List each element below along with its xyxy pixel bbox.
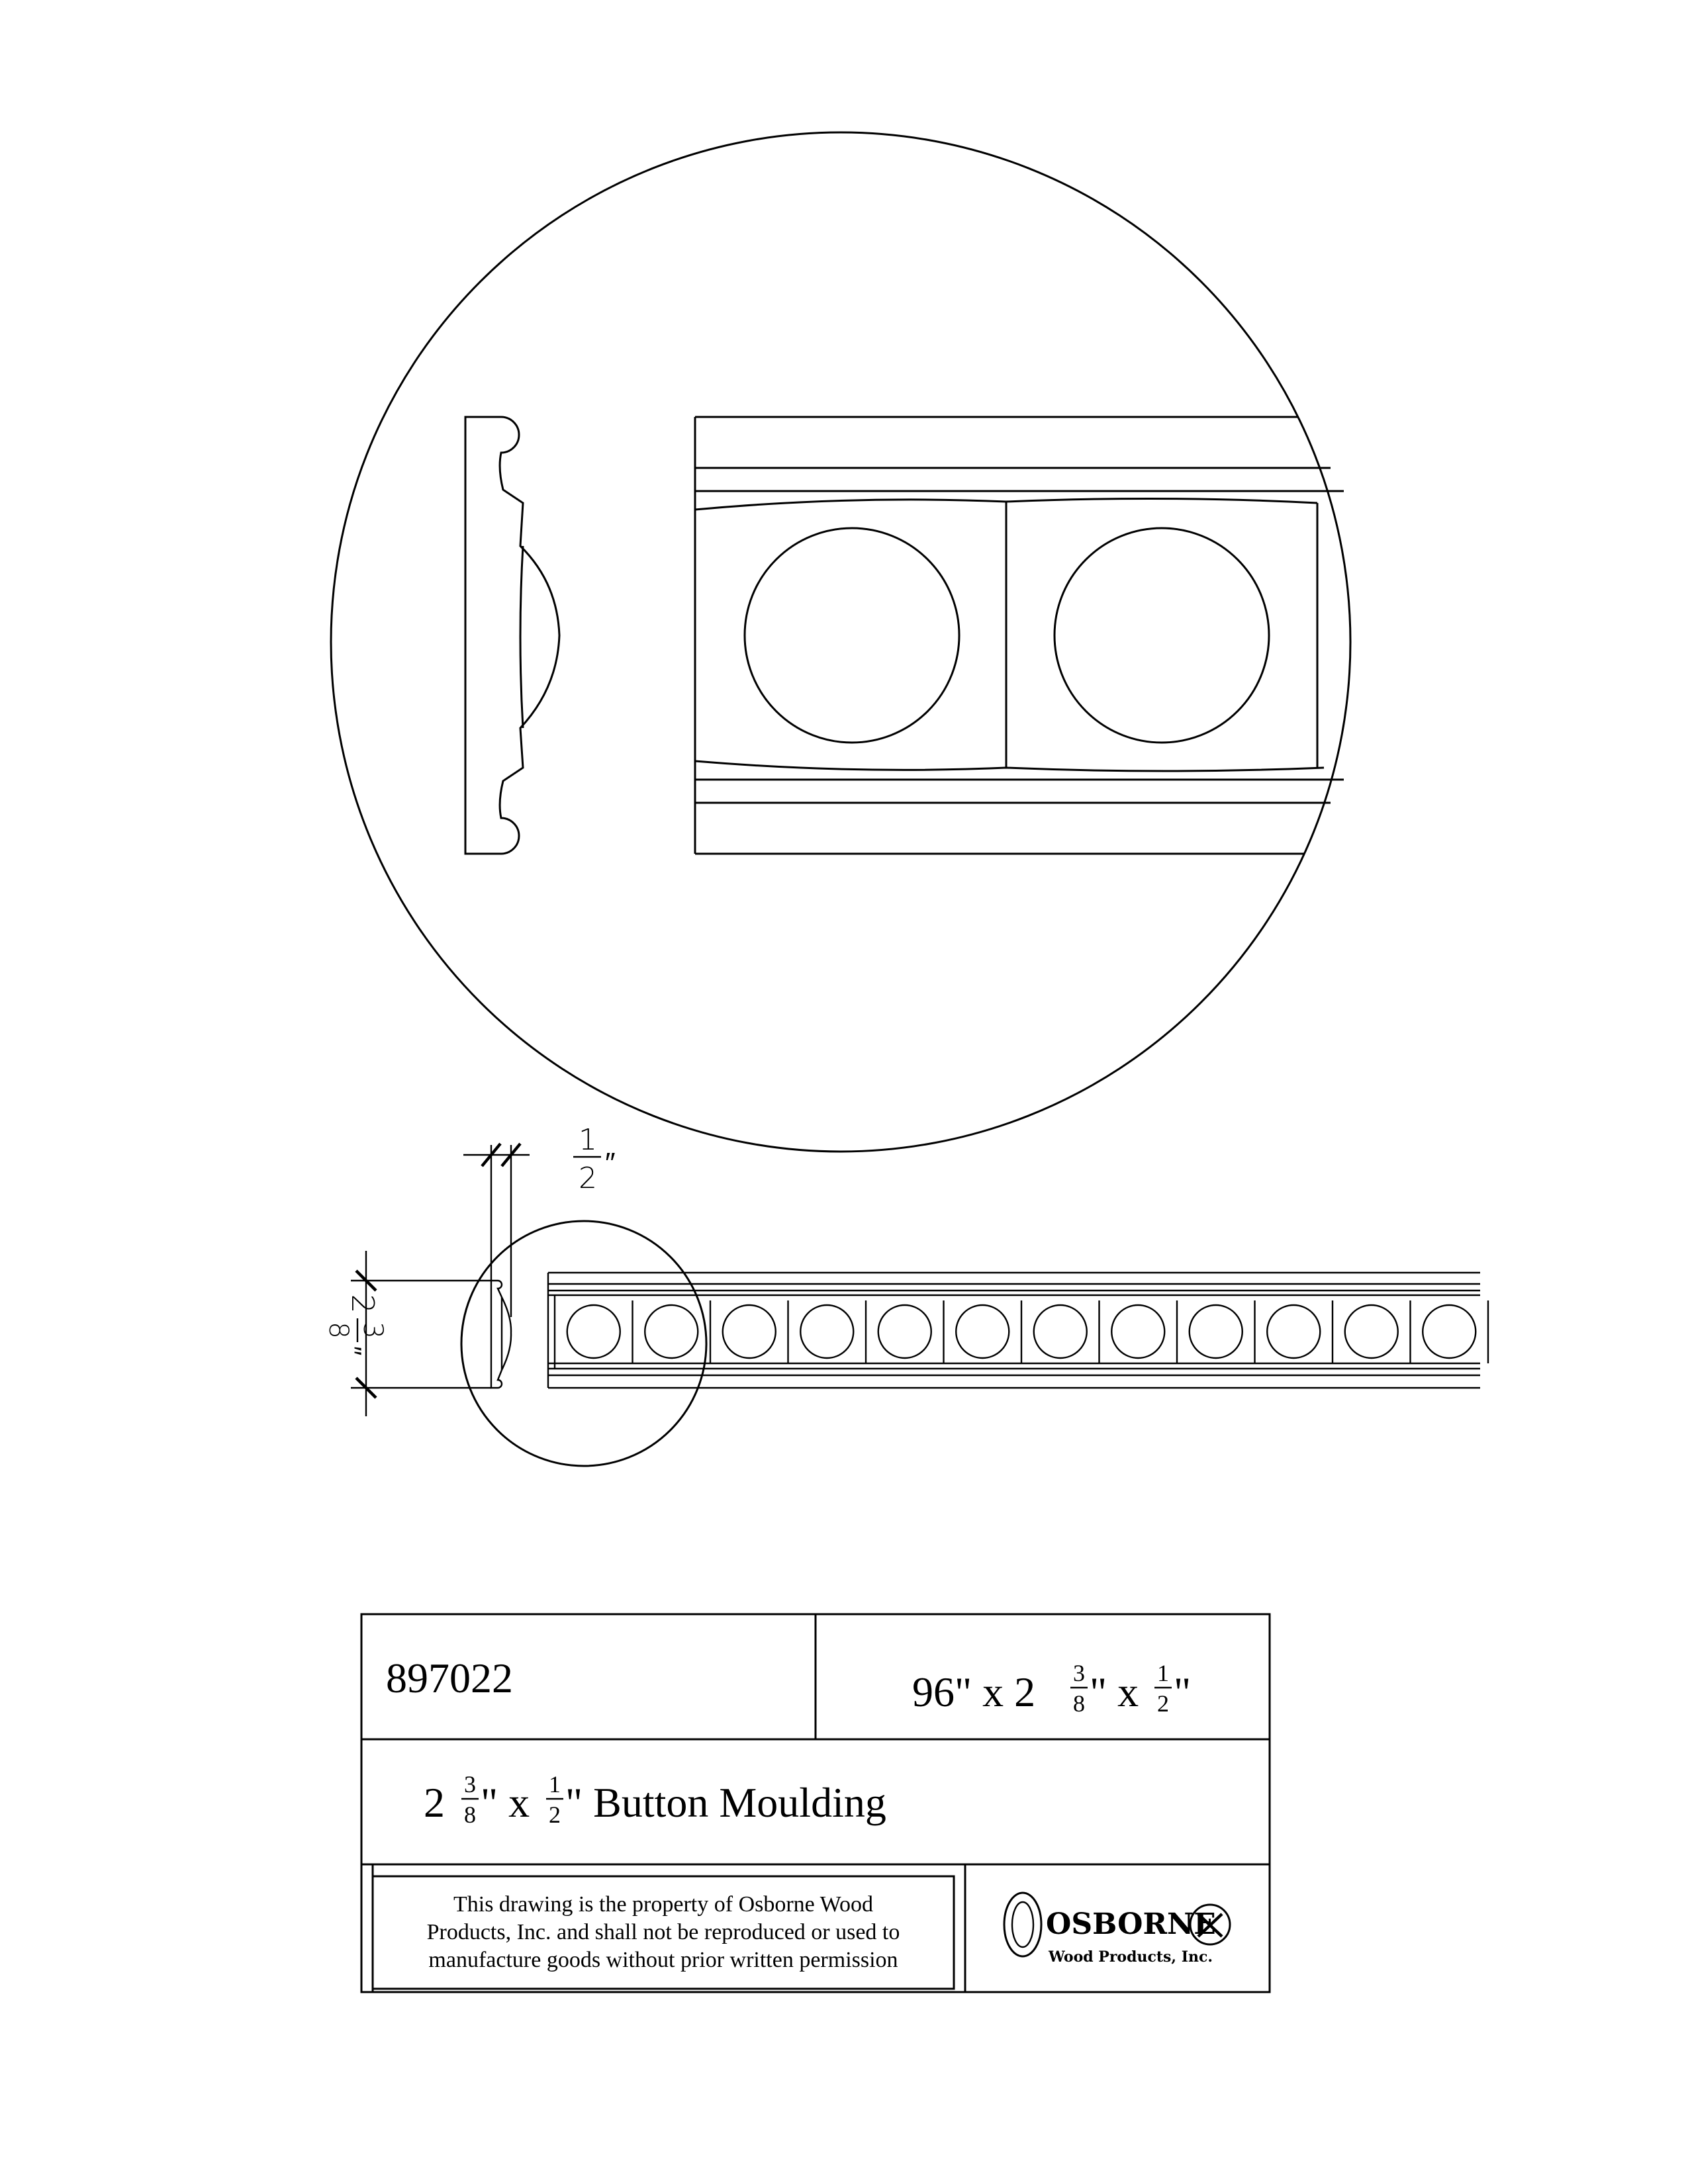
profile-enlarged-inner: [520, 546, 523, 728]
button-circle: [1111, 1305, 1164, 1358]
detail-view: [331, 132, 1350, 1152]
thickness-den: 2: [579, 1161, 597, 1195]
width-dimension: [323, 1251, 491, 1416]
width-den: 8: [323, 1322, 353, 1339]
size-end: ": [1174, 1668, 1192, 1715]
width-num: 3: [357, 1322, 388, 1339]
part-number: 897022: [386, 1655, 513, 1702]
button-circle: [1267, 1305, 1320, 1358]
description: [424, 1771, 886, 1828]
detail-circle: [331, 132, 1350, 1152]
button-circle: [1345, 1305, 1398, 1358]
button-circle: [1190, 1305, 1243, 1358]
notice-line-2: Products, Inc. and shall not be reproduced or used to: [426, 1920, 900, 1944]
size-width-num: 3: [1073, 1660, 1085, 1686]
button-circle: [1423, 1305, 1476, 1358]
size-thickness-den: 2: [1157, 1690, 1169, 1717]
button-enlarged-2: [1055, 528, 1269, 743]
button-enlarged-1: [745, 528, 959, 743]
notice-line-1: This drawing is the property of Osborne Wood: [453, 1892, 874, 1917]
logo-tagline: Wood Products, Inc.: [1049, 1948, 1213, 1966]
description-mid: " x: [481, 1779, 541, 1826]
description-thickness-den: 2: [549, 1801, 561, 1828]
osborne-logo: [1004, 1893, 1230, 1966]
button-circle: [800, 1305, 853, 1358]
size-mid: " x: [1090, 1668, 1150, 1715]
size-length: 96" x 2: [912, 1668, 1036, 1715]
size-width-den: 8: [1073, 1690, 1085, 1717]
button-circle: [956, 1305, 1009, 1358]
title-block: [361, 1614, 1270, 1992]
actual-view: [323, 1123, 1488, 1466]
button-circle: [567, 1305, 620, 1358]
description-width-num: 3: [464, 1771, 476, 1797]
description-width-den: 8: [464, 1801, 476, 1828]
strip-actual: [548, 1273, 1488, 1388]
thickness-dimension: [463, 1123, 616, 1317]
size-label: [912, 1660, 1191, 1717]
description-lead: 2: [424, 1779, 455, 1826]
button-circle: [645, 1305, 698, 1358]
notice-line-3: manufacture goods without prior written permission: [428, 1948, 898, 1972]
notice: [427, 1892, 900, 1972]
button-circle: [1034, 1305, 1087, 1358]
description-end: " Button Moulding: [565, 1779, 886, 1826]
button-circle: [723, 1305, 776, 1358]
size-thickness-num: 1: [1157, 1660, 1169, 1686]
thickness-mark: ″: [605, 1146, 616, 1180]
width-mark: ″: [336, 1346, 367, 1356]
description-thickness-num: 1: [549, 1771, 561, 1797]
thickness-num: 1: [579, 1123, 597, 1157]
button-circle: [878, 1305, 931, 1358]
callout-circle: [461, 1221, 706, 1466]
profile-enlarged: [465, 417, 559, 854]
face-enlarged: [695, 417, 1344, 854]
logo-wordmark: OSBORNE: [1046, 1907, 1216, 1941]
width-whole: 2: [345, 1294, 381, 1314]
